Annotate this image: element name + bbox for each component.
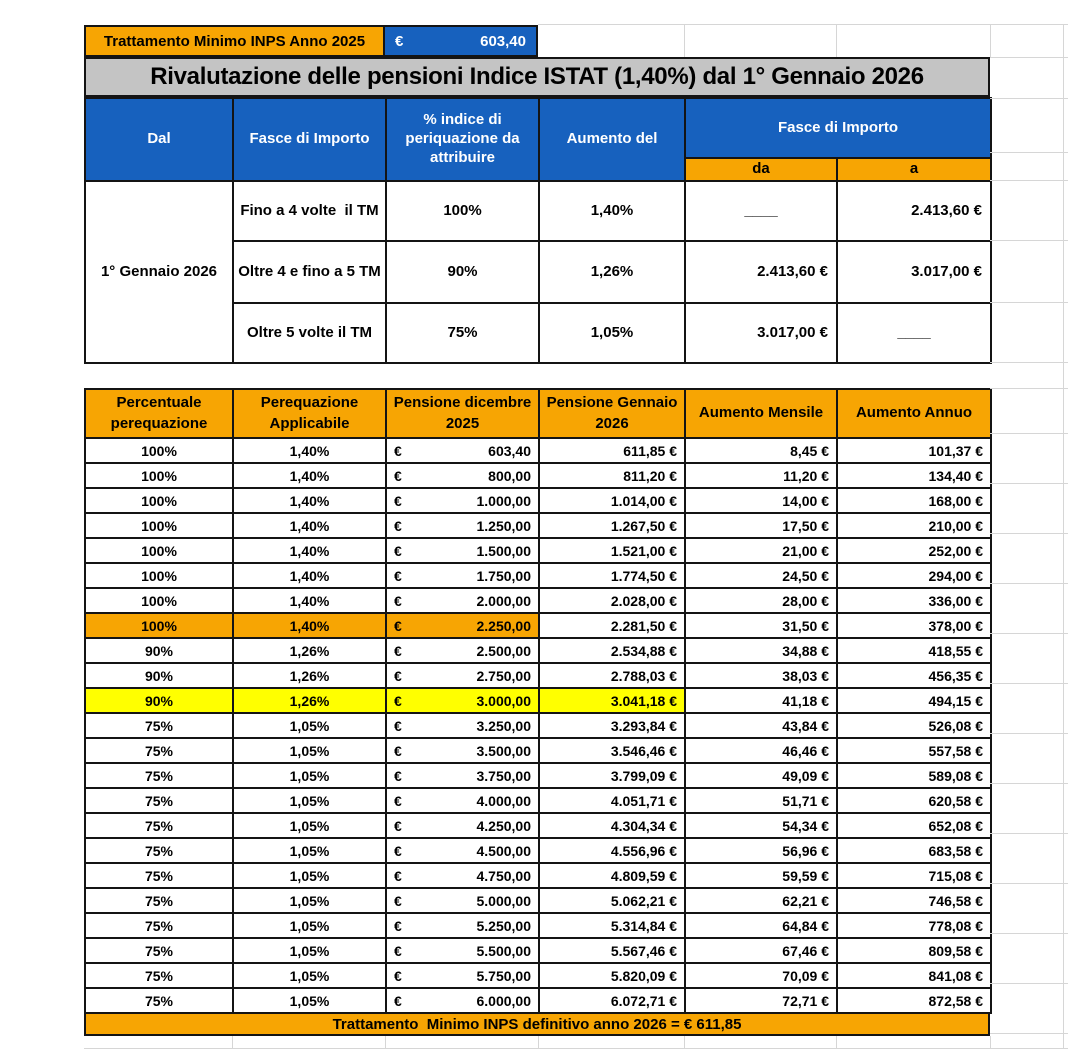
cell-percentuale[interactable]: 100% [85, 563, 233, 588]
gridline [990, 933, 1068, 934]
cell-a[interactable]: 2.413,60 € [837, 181, 991, 241]
gridline [990, 883, 1068, 884]
cell-pensione-dicembre[interactable] [386, 688, 539, 713]
table-row [85, 913, 991, 938]
cell-pensione-gennaio[interactable]: 4.051,71 € [539, 788, 685, 813]
cell-aumento-annuo[interactable]: 652,08 € [837, 813, 991, 838]
header-indice-perequazione[interactable]: % indice di periquazione da attribuire [386, 98, 539, 181]
euro-sign: € [394, 717, 402, 734]
cell-perequazione[interactable]: 1,05% [233, 838, 386, 863]
cell-aumento-annuo[interactable]: 809,58 € [837, 938, 991, 963]
cell-pensione-dicembre[interactable] [386, 713, 539, 738]
cell-percentuale[interactable]: 75% [85, 738, 233, 763]
table-row [85, 688, 991, 713]
cell-percentuale[interactable]: 100% [85, 613, 233, 638]
gridline [1063, 25, 1064, 1048]
euro-sign: € [394, 542, 402, 559]
cell-pensione-dicembre[interactable] [386, 463, 539, 488]
cell-aumento-mensile[interactable]: 21,00 € [685, 538, 837, 563]
cell-percentuale[interactable]: 75% [85, 813, 233, 838]
cell-perequazione[interactable]: 1,05% [233, 788, 386, 813]
header-aumento-mensile[interactable]: Aumento Mensile [685, 389, 837, 438]
euro-sign: € [394, 867, 402, 884]
gridline [538, 1036, 539, 1048]
pensione-dicembre-amount: 6.000,00 [476, 992, 531, 1009]
gridline [836, 25, 837, 57]
cell-pensione-dicembre[interactable] [386, 663, 539, 688]
cell-pensione-gennaio[interactable]: 811,20 € [539, 463, 685, 488]
cell-pensione-gennaio[interactable]: 3.546,46 € [539, 738, 685, 763]
cell-pensione-gennaio[interactable]: 1.521,00 € [539, 538, 685, 563]
cell-pensione-gennaio[interactable]: 4.809,59 € [539, 863, 685, 888]
cell-pensione-dicembre[interactable] [386, 538, 539, 563]
euro-sign: € [394, 517, 402, 534]
table-row [85, 488, 991, 513]
cell-da[interactable]: 2.413,60 € [685, 241, 837, 303]
cell-pensione-dicembre[interactable] [386, 838, 539, 863]
cell-pensione-gennaio[interactable]: 3.041,18 € [539, 688, 685, 713]
gridline [990, 240, 1068, 241]
gridline [538, 24, 1068, 25]
cell-pensione-dicembre[interactable] [386, 813, 539, 838]
gridline [990, 833, 1068, 834]
cell-aumento-mensile[interactable]: 49,09 € [685, 763, 837, 788]
table-row [85, 863, 991, 888]
cell-aumento-annuo[interactable]: 872,58 € [837, 988, 991, 1013]
euro-sign: € [394, 617, 402, 634]
cell-pensione-dicembre[interactable] [386, 863, 539, 888]
pensione-dicembre-amount: 5.000,00 [476, 892, 531, 909]
cell-aumento[interactable]: 1,40% [539, 181, 685, 241]
cell-pensione-gennaio[interactable]: 2.028,00 € [539, 588, 685, 613]
cell-aumento-mensile[interactable]: 24,50 € [685, 563, 837, 588]
pension-table-header [84, 388, 992, 439]
cell-perequazione[interactable]: 1,40% [233, 488, 386, 513]
cell-percentuale[interactable]: 100% [85, 513, 233, 538]
cell-percentuale[interactable]: 75% [85, 713, 233, 738]
euro-sign: € [395, 32, 404, 50]
cell-aumento-annuo[interactable]: 620,58 € [837, 788, 991, 813]
header-pensione-dicembre[interactable]: Pensione dicembre 2025 [386, 389, 539, 438]
cell-pensione-dicembre[interactable] [386, 938, 539, 963]
pensione-dicembre-amount: 5.750,00 [476, 967, 531, 984]
pensione-dicembre-amount: 5.250,00 [476, 917, 531, 934]
cell-pensione-dicembre[interactable] [386, 638, 539, 663]
cell-aumento-annuo[interactable]: 494,15 € [837, 688, 991, 713]
cell-perequazione[interactable]: 1,40% [233, 463, 386, 488]
cell-pensione-dicembre[interactable] [386, 438, 539, 463]
page-title[interactable]: Rivalutazione delle pensioni Indice ISTAT (1,40%) dal 1° Gennaio 2026 [84, 57, 990, 97]
cell-pensione-dicembre[interactable] [386, 788, 539, 813]
cell-aumento-annuo[interactable]: 526,08 € [837, 713, 991, 738]
pensione-dicembre-amount: 2.000,00 [476, 592, 531, 609]
gridline [990, 388, 1068, 389]
cell-aumento-annuo[interactable]: 336,00 € [837, 588, 991, 613]
table-row [85, 963, 991, 988]
cell-trattamento-minimo-label[interactable]: Trattamento Minimo INPS Anno 2025 [84, 25, 385, 57]
cell-percentuale[interactable]: 75% [85, 788, 233, 813]
gridline [990, 783, 1068, 784]
cell-pensione-dicembre[interactable] [386, 763, 539, 788]
cell-pensione-gennaio[interactable]: 1.014,00 € [539, 488, 685, 513]
gridline [990, 733, 1068, 734]
gridline [385, 1036, 386, 1048]
cell-aumento-annuo[interactable]: 557,58 € [837, 738, 991, 763]
pensione-dicembre-amount: 4.500,00 [476, 842, 531, 859]
cell-aumento-mensile[interactable]: 64,84 € [685, 913, 837, 938]
cell-perequazione[interactable]: 1,40% [233, 588, 386, 613]
cell-aumento-annuo[interactable]: 418,55 € [837, 638, 991, 663]
cell-indice[interactable]: 90% [386, 241, 539, 303]
table-row [85, 988, 991, 1013]
pensione-dicembre-amount: 3.500,00 [476, 742, 531, 759]
cell-perequazione[interactable]: 1,26% [233, 663, 386, 688]
cell-pensione-gennaio[interactable]: 4.304,34 € [539, 813, 685, 838]
header-pensione-gennaio[interactable]: Pensione Gennaio 2026 [539, 389, 685, 438]
cell-percentuale[interactable]: 75% [85, 863, 233, 888]
cell-pensione-dicembre[interactable] [386, 613, 539, 638]
cell-aumento-mensile[interactable]: 8,45 € [685, 438, 837, 463]
header-dal[interactable]: Dal [85, 98, 233, 181]
cell-percentuale[interactable]: 75% [85, 838, 233, 863]
cell-percentuale[interactable]: 100% [85, 438, 233, 463]
cell-perequazione[interactable]: 1,05% [233, 913, 386, 938]
cell-aumento-annuo[interactable]: 134,40 € [837, 463, 991, 488]
cell-aumento-mensile[interactable]: 70,09 € [685, 963, 837, 988]
cell-perequazione[interactable]: 1,05% [233, 713, 386, 738]
gridline [990, 362, 1068, 363]
table-row [85, 738, 991, 763]
cell-trattamento-minimo-value[interactable] [385, 25, 538, 57]
cell-aumento-annuo[interactable]: 456,35 € [837, 663, 991, 688]
cell-aumento-mensile[interactable]: 62,21 € [685, 888, 837, 913]
gridline [990, 433, 1068, 434]
pensione-dicembre-amount: 2.750,00 [476, 667, 531, 684]
cell-perequazione[interactable]: 1,40% [233, 438, 386, 463]
gridline [990, 98, 1068, 99]
pensione-dicembre-amount: 3.750,00 [476, 767, 531, 784]
cell-pensione-gennaio[interactable]: 3.293,84 € [539, 713, 685, 738]
cell-aumento-mensile[interactable]: 14,00 € [685, 488, 837, 513]
cell-pensione-gennaio[interactable]: 5.820,09 € [539, 963, 685, 988]
euro-sign: € [394, 967, 402, 984]
cell-percentuale[interactable]: 90% [85, 688, 233, 713]
cell-pensione-dicembre[interactable] [386, 488, 539, 513]
table-row [85, 538, 991, 563]
gridline [232, 1036, 233, 1048]
cell-pensione-gennaio[interactable]: 2.534,88 € [539, 638, 685, 663]
pensione-dicembre-amount: 5.500,00 [476, 942, 531, 959]
gridline [990, 533, 1068, 534]
header-da[interactable]: da [685, 158, 837, 181]
footer-bar[interactable]: Trattamento Minimo INPS definitivo anno 2026 = € 611,85 [84, 1012, 990, 1036]
cell-pensione-dicembre[interactable] [386, 738, 539, 763]
trattamento-minimo-amount: 603,40 [480, 32, 526, 50]
table-row [85, 588, 991, 613]
gridline [836, 1036, 837, 1048]
cell-percentuale[interactable]: 75% [85, 938, 233, 963]
top-bar [84, 25, 538, 57]
table-row [85, 613, 991, 638]
cell-fascia[interactable]: Oltre 5 volte il TM [233, 303, 386, 363]
cell-indice[interactable]: 100% [386, 181, 539, 241]
header-aumento-del[interactable]: Aumento del [539, 98, 685, 181]
cell-pensione-dicembre[interactable] [386, 563, 539, 588]
pensione-dicembre-amount: 4.000,00 [476, 792, 531, 809]
cell-aumento-mensile[interactable]: 43,84 € [685, 713, 837, 738]
table-row [85, 763, 991, 788]
cell-pensione-gennaio[interactable]: 5.314,84 € [539, 913, 685, 938]
pensione-dicembre-amount: 3.250,00 [476, 717, 531, 734]
table-row [85, 938, 991, 963]
pensione-dicembre-amount: 2.250,00 [476, 617, 531, 634]
pensione-dicembre-amount: 3.000,00 [476, 692, 531, 709]
cell-pensione-gennaio[interactable]: 611,85 € [539, 438, 685, 463]
header-fasce-importo[interactable]: Fasce di Importo [233, 98, 386, 181]
euro-sign: € [394, 742, 402, 759]
cell-aumento-mensile[interactable]: 41,18 € [685, 688, 837, 713]
euro-sign: € [394, 667, 402, 684]
euro-sign: € [394, 992, 402, 1009]
table-row [85, 813, 991, 838]
pension-table [84, 437, 992, 1014]
cell-pensione-gennaio[interactable]: 6.072,71 € [539, 988, 685, 1013]
cell-aumento-annuo[interactable]: 168,00 € [837, 488, 991, 513]
euro-sign: € [394, 842, 402, 859]
cell-da[interactable]: 3.017,00 € [685, 303, 837, 363]
cell-pensione-gennaio[interactable]: 1.774,50 € [539, 563, 685, 588]
gridline [990, 1033, 1068, 1034]
cell-percentuale[interactable]: 75% [85, 763, 233, 788]
cell-perequazione[interactable]: 1,05% [233, 763, 386, 788]
cell-pensione-dicembre[interactable] [386, 588, 539, 613]
cell-pensione-dicembre[interactable] [386, 913, 539, 938]
table-row [85, 438, 991, 463]
cell-aumento-annuo[interactable]: 841,08 € [837, 963, 991, 988]
cell-date[interactable]: 1° Gennaio 2026 [85, 181, 233, 363]
table-row [85, 788, 991, 813]
gridline [684, 1036, 685, 1048]
cell-aumento-mensile[interactable]: 59,59 € [685, 863, 837, 888]
euro-sign: € [394, 692, 402, 709]
cell-aumento[interactable]: 1,05% [539, 303, 685, 363]
cell-pensione-dicembre[interactable] [386, 988, 539, 1013]
cell-perequazione[interactable]: 1,05% [233, 738, 386, 763]
cell-aumento-mensile[interactable]: 46,46 € [685, 738, 837, 763]
cell-aumento-annuo[interactable]: 683,58 € [837, 838, 991, 863]
euro-sign: € [394, 642, 402, 659]
cell-pensione-dicembre[interactable] [386, 513, 539, 538]
table-row [85, 563, 991, 588]
cell-aumento-mensile[interactable]: 28,00 € [685, 588, 837, 613]
table-row [85, 513, 991, 538]
gridline [990, 57, 1068, 58]
cell-percentuale[interactable]: 75% [85, 913, 233, 938]
gridline [990, 683, 1068, 684]
cell-perequazione[interactable]: 1,40% [233, 513, 386, 538]
cell-aumento-annuo[interactable]: 746,58 € [837, 888, 991, 913]
pensione-dicembre-amount: 1.500,00 [476, 542, 531, 559]
euro-sign: € [394, 817, 402, 834]
cell-pensione-gennaio[interactable]: 2.788,03 € [539, 663, 685, 688]
cell-perequazione[interactable]: 1,26% [233, 638, 386, 663]
gridline [990, 483, 1068, 484]
cell-percentuale[interactable]: 100% [85, 463, 233, 488]
table-row [85, 888, 991, 913]
table-row [85, 713, 991, 738]
cell-aumento-mensile[interactable]: 17,50 € [685, 513, 837, 538]
cell-perequazione[interactable]: 1,40% [233, 563, 386, 588]
cell-pensione-dicembre[interactable] [386, 963, 539, 988]
header-perequazione-applicabile[interactable]: Perequazione Applicabile [233, 389, 386, 438]
cell-da[interactable]: ____ [685, 181, 837, 241]
gridline [990, 302, 1068, 303]
cell-pensione-dicembre[interactable] [386, 888, 539, 913]
cell-percentuale[interactable]: 75% [85, 988, 233, 1013]
gridline [684, 25, 685, 57]
pensione-dicembre-amount: 4.250,00 [476, 817, 531, 834]
gridline [990, 633, 1068, 634]
cell-aumento-annuo[interactable]: 778,08 € [837, 913, 991, 938]
euro-sign: € [394, 492, 402, 509]
bands-table [84, 97, 992, 364]
cell-perequazione[interactable]: 1,05% [233, 813, 386, 838]
header-a[interactable]: a [837, 158, 991, 181]
euro-sign: € [394, 567, 402, 584]
cell-aumento[interactable]: 1,26% [539, 241, 685, 303]
cell-fascia[interactable]: Fino a 4 volte il TM [233, 181, 386, 241]
euro-sign: € [394, 442, 402, 459]
cell-pensione-gennaio[interactable]: 1.267,50 € [539, 513, 685, 538]
cell-pensione-gennaio[interactable]: 5.062,21 € [539, 888, 685, 913]
cell-perequazione[interactable]: 1,26% [233, 688, 386, 713]
gridline [990, 983, 1068, 984]
cell-perequazione[interactable]: 1,05% [233, 888, 386, 913]
cell-aumento-annuo[interactable]: 294,00 € [837, 563, 991, 588]
cell-aumento-mensile[interactable]: 11,20 € [685, 463, 837, 488]
pensione-dicembre-amount: 1.000,00 [476, 492, 531, 509]
gridline [990, 152, 1068, 153]
cell-aumento-mensile[interactable]: 31,50 € [685, 613, 837, 638]
table-row [85, 463, 991, 488]
pensione-dicembre-amount: 603,40 [488, 442, 531, 459]
pensione-dicembre-amount: 2.500,00 [476, 642, 531, 659]
cell-pensione-gennaio[interactable]: 2.281,50 € [539, 613, 685, 638]
euro-sign: € [394, 792, 402, 809]
cell-aumento-mensile[interactable]: 72,71 € [685, 988, 837, 1013]
cell-perequazione[interactable]: 1,05% [233, 988, 386, 1013]
cell-perequazione[interactable]: 1,05% [233, 863, 386, 888]
cell-perequazione[interactable]: 1,05% [233, 938, 386, 963]
cell-percentuale[interactable]: 75% [85, 963, 233, 988]
cell-aumento-annuo[interactable]: 101,37 € [837, 438, 991, 463]
pensione-dicembre-amount: 4.750,00 [476, 867, 531, 884]
gridline [990, 1036, 991, 1048]
cell-aumento-mensile[interactable]: 51,71 € [685, 788, 837, 813]
cell-percentuale[interactable]: 100% [85, 588, 233, 613]
cell-perequazione[interactable]: 1,40% [233, 538, 386, 563]
cell-aumento-mensile[interactable]: 34,88 € [685, 638, 837, 663]
cell-a[interactable]: 3.017,00 € [837, 241, 991, 303]
cell-indice[interactable]: 75% [386, 303, 539, 363]
table-row [85, 638, 991, 663]
cell-aumento-annuo[interactable]: 715,08 € [837, 863, 991, 888]
table-row [85, 838, 991, 863]
euro-sign: € [394, 917, 402, 934]
cell-aumento-annuo[interactable]: 589,08 € [837, 763, 991, 788]
cell-aumento-annuo[interactable]: 210,00 € [837, 513, 991, 538]
gridline [84, 1048, 1068, 1049]
header-percentuale-perequazione[interactable]: Percentuale perequazione [85, 389, 233, 438]
cell-percentuale[interactable]: 90% [85, 663, 233, 688]
pensione-dicembre-amount: 1.250,00 [476, 517, 531, 534]
header-fasce-importo-range[interactable]: Fasce di Importo [685, 98, 991, 158]
cell-perequazione[interactable]: 1,40% [233, 613, 386, 638]
gridline [990, 25, 991, 57]
cell-fascia[interactable]: Oltre 4 e fino a 5 TM [233, 241, 386, 303]
gridline [990, 180, 1068, 181]
euro-sign: € [394, 892, 402, 909]
cell-perequazione[interactable]: 1,05% [233, 963, 386, 988]
header-aumento-annuo[interactable]: Aumento Annuo [837, 389, 991, 438]
cell-aumento-annuo[interactable]: 252,00 € [837, 538, 991, 563]
cell-percentuale[interactable]: 75% [85, 888, 233, 913]
cell-pensione-gennaio[interactable]: 5.567,46 € [539, 938, 685, 963]
euro-sign: € [394, 767, 402, 784]
cell-percentuale[interactable]: 100% [85, 488, 233, 513]
euro-sign: € [394, 467, 402, 484]
cell-aumento-mensile[interactable]: 38,03 € [685, 663, 837, 688]
cell-percentuale[interactable]: 90% [85, 638, 233, 663]
cell-pensione-gennaio[interactable]: 4.556,96 € [539, 838, 685, 863]
table-row [85, 663, 991, 688]
cell-a[interactable]: ____ [837, 303, 991, 363]
cell-pensione-gennaio[interactable]: 3.799,09 € [539, 763, 685, 788]
cell-aumento-mensile[interactable]: 54,34 € [685, 813, 837, 838]
cell-percentuale[interactable]: 100% [85, 538, 233, 563]
euro-sign: € [394, 942, 402, 959]
euro-sign: € [394, 592, 402, 609]
cell-aumento-mensile[interactable]: 56,96 € [685, 838, 837, 863]
pensione-dicembre-amount: 800,00 [488, 467, 531, 484]
gridline [990, 583, 1068, 584]
cell-aumento-annuo[interactable]: 378,00 € [837, 613, 991, 638]
pensione-dicembre-amount: 1.750,00 [476, 567, 531, 584]
cell-aumento-mensile[interactable]: 67,46 € [685, 938, 837, 963]
